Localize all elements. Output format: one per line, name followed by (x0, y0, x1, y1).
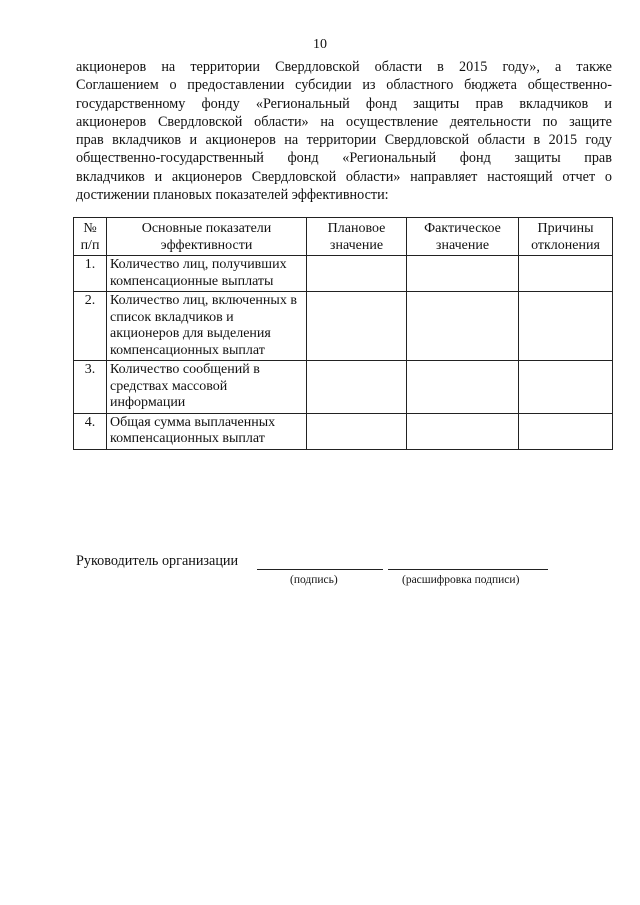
intro-word: защите (569, 113, 612, 130)
intro-word: защиты (413, 95, 460, 112)
intro-word: прав (475, 95, 504, 112)
intro-line (76, 58, 612, 76)
table-row (74, 413, 613, 449)
intro-word: из (362, 77, 376, 94)
row-number: 2. (74, 292, 107, 361)
intro-word: вкладчиков (76, 168, 145, 185)
row-planned-cell (307, 292, 407, 361)
intro-word: и (154, 168, 163, 185)
intro-line (76, 168, 612, 186)
row-indicator: Количество лиц, получивших компенсационные выплаты (107, 256, 307, 292)
intro-word: Свердловской (251, 168, 337, 185)
intro-word: области» (345, 168, 401, 185)
intro-word: Свердловской (384, 132, 470, 149)
row-actual-cell (407, 256, 519, 292)
signature-line (257, 569, 383, 570)
intro-word: Соглашением (76, 77, 159, 94)
row-planned-cell (307, 413, 407, 449)
intro-line (76, 113, 612, 131)
intro-word: прав (76, 132, 104, 149)
intro-word: о (604, 168, 612, 185)
intro-word: «Региональный (342, 150, 437, 167)
page-number: 10 (313, 37, 327, 52)
intro-word: о (169, 77, 177, 94)
intro-word: на (161, 59, 176, 75)
intro-word: 2015 (458, 59, 488, 75)
row-indicator: Количество лиц, включенных в список вкладчиков и акционеров для выделения компенсационных выплат (107, 292, 307, 361)
intro-word: территории (190, 59, 260, 75)
intro-word: защиты (514, 150, 561, 167)
intro-word: области (477, 132, 526, 149)
intro-word: по (542, 113, 558, 130)
header-reason: Причины отклонения (519, 218, 613, 256)
intro-word: настоящий (487, 168, 553, 185)
signature-decoding-line (388, 569, 548, 570)
signature-caption: (подпись) (290, 574, 338, 586)
intro-word: отчет (562, 168, 596, 185)
intro-word: акционеров (171, 168, 243, 185)
header-planned: Плановое значение (307, 218, 407, 256)
intro-word: областного (386, 77, 454, 94)
row-number: 3. (74, 361, 107, 414)
intro-word: в (437, 59, 444, 75)
intro-word: государственному (76, 95, 186, 112)
row-actual-cell (407, 361, 519, 414)
intro-line (76, 149, 612, 167)
intro-word: Свердловской (157, 113, 243, 130)
intro-line (76, 76, 612, 94)
header-number: № п/п (74, 218, 107, 256)
intro-word: территории (306, 132, 377, 149)
intro-word: и (604, 95, 612, 112)
intro-word: также (576, 59, 612, 75)
intro-paragraph (76, 58, 612, 204)
intro-line (76, 95, 612, 113)
intro-word: вкладчиков (112, 132, 182, 149)
intro-word: фонд (459, 150, 491, 167)
intro-word: деятельности (449, 113, 531, 130)
row-reason-cell (519, 256, 613, 292)
intro-word: акционеров (205, 132, 276, 149)
header-actual: Фактическое значение (407, 218, 519, 256)
intro-word: вкладчиков (519, 95, 589, 112)
row-actual-cell (407, 292, 519, 361)
intro-word: а (555, 59, 562, 75)
row-number: 4. (74, 413, 107, 449)
row-indicator: Количество сообщений в средствах массовой информации (107, 361, 307, 414)
intro-word: акционеров (76, 113, 147, 130)
intro-word: и (189, 132, 198, 149)
row-indicator: Общая сумма выплаченных компенсационных выплат (107, 413, 307, 449)
intro-word: году», (502, 59, 540, 75)
intro-word: общественно- (527, 77, 612, 94)
intro-word: на (320, 113, 335, 130)
intro-word: направляет (410, 168, 478, 185)
row-actual-cell (407, 413, 519, 449)
intro-word: осуществление (345, 113, 439, 130)
signature-label: Руководитель организации (76, 553, 239, 569)
table-header-row (74, 218, 613, 256)
header-indicator: Основные показатели эффективности (107, 218, 307, 256)
row-planned-cell (307, 361, 407, 414)
intro-word: области» (254, 113, 309, 130)
row-number: 1. (74, 256, 107, 292)
intro-word: 2015 (548, 132, 578, 149)
intro-line (76, 131, 612, 149)
intro-word: акционеров (76, 59, 147, 75)
intro-line (76, 186, 612, 204)
intro-word: Свердловской (275, 59, 360, 75)
intro-word: «Региональный (255, 95, 350, 112)
intro-word: субсидии (295, 77, 352, 94)
table-row (74, 361, 613, 414)
intro-word: достижении плановых показателей эффективности: (76, 187, 389, 204)
intro-word: фонд (365, 95, 397, 112)
indicators-table (73, 217, 613, 450)
row-reason-cell (519, 413, 613, 449)
row-planned-cell (307, 256, 407, 292)
table-row (74, 256, 613, 292)
intro-word: области (374, 59, 423, 75)
row-reason-cell (519, 361, 613, 414)
intro-word: бюджета (464, 77, 517, 94)
intro-word: в (533, 132, 541, 149)
intro-word: предоставлении (187, 77, 285, 94)
intro-word: году (585, 132, 612, 149)
intro-word: фонду (201, 95, 240, 112)
intro-word: фонд (287, 150, 319, 167)
table-row (74, 292, 613, 361)
intro-word: прав (584, 150, 612, 167)
row-reason-cell (519, 292, 613, 361)
signature-decoding-caption: (расшифровка подписи) (402, 574, 520, 586)
intro-word: общественно-государственный (76, 150, 264, 167)
intro-word: на (284, 132, 299, 149)
